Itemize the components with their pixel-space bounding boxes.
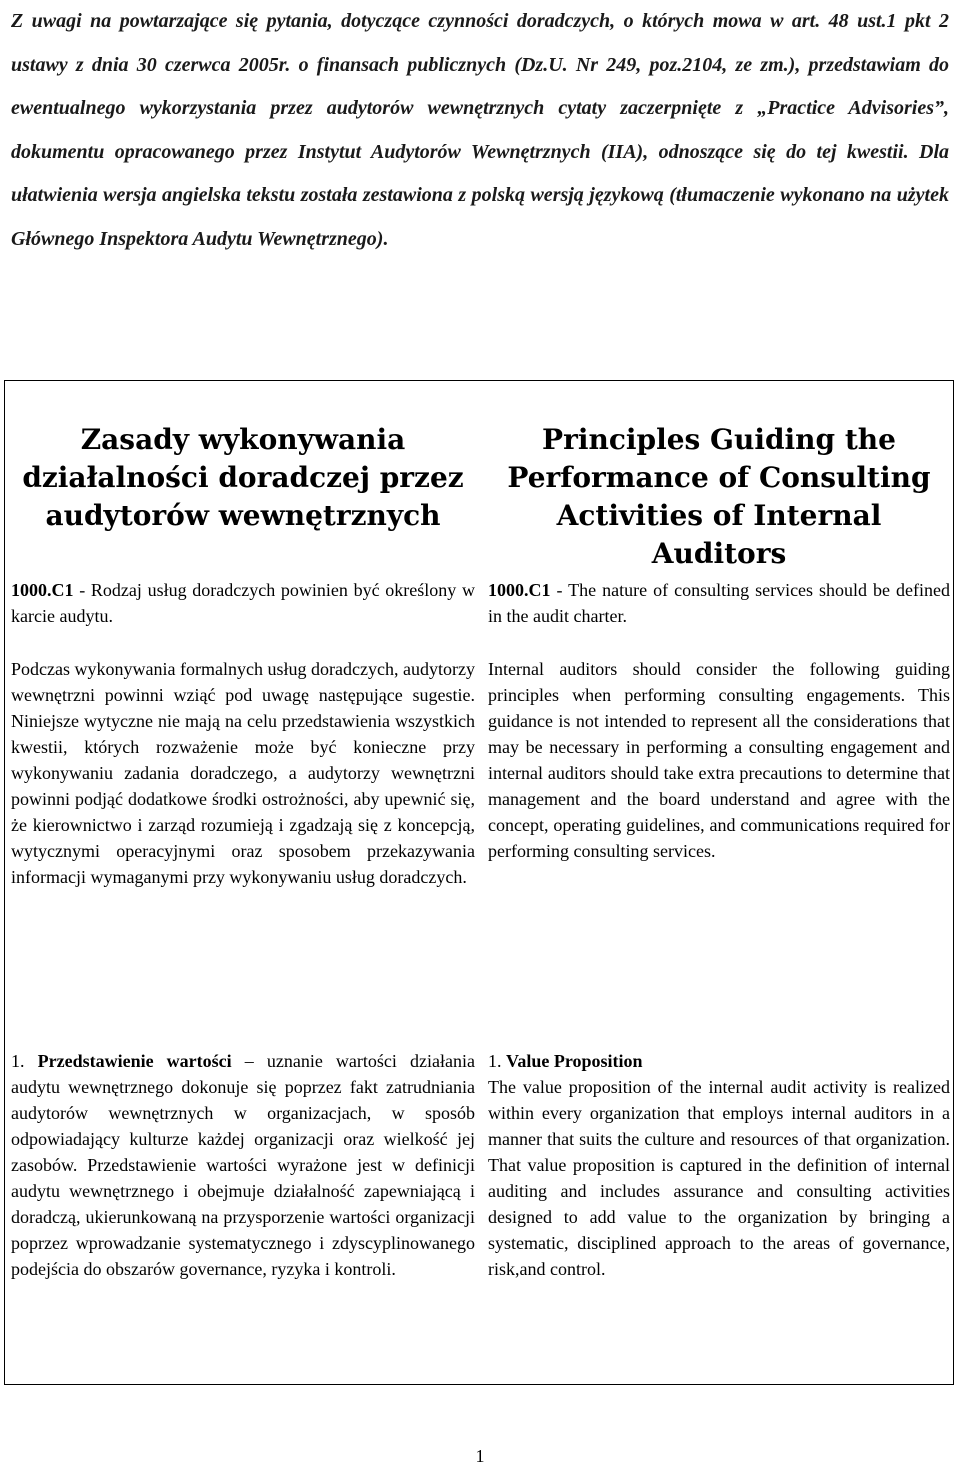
standard-label: 1000.C1	[11, 580, 74, 600]
intro-paragraph: Z uwagi na powtarzające się pytania, dotyczące czynności doradczych, o których mowa w art. 48 ust.1 pkt 2 ustawy z dnia 30 czerwca 2005r. o finansach publicznych (Dz.U. Nr 249, poz.2104, ze zm.), przedstawiam do ewentualnego wykorzystania przez audytorów wewnętrznych cytaty zaczerpnięte z „Practice Advisories”, dokumentu opracowanego przez Instytut Audytorów Wewnętrznych (IIA), odnoszące się do tej kwestii. Dla ułatwienia wersja angielska tekstu została zestawiona z polską wersją językową (tłumaczenie wykonano na użytek Głównego Inspektora Audytu Wewnętrznego).	[11, 10, 949, 250]
standard-text: - Rodzaj usług doradczych powinien być określony w karcie audytu.	[11, 580, 475, 626]
bilingual-table	[4, 380, 954, 1385]
english-standard-1000c1	[488, 577, 950, 629]
section-text: – uznanie wartości działania audytu wewnętrznego dokonuje się poprzez fakt zatrudniania audytorów wewnętrznych w organizacjach, w sposób odpowiadający kulturze każdej organizacji oraz wielkość jej zasobów. Przedstawienie wartości wyrażone jest w definicji audytu wewnętrznego i obejmuje działalność zapewniającą i doradczą, ukierunkowaną na przysporzenie wartości organizacji poprzez wprowadzanie systematycznego i zdyscyplinowanego podejścia do obszarów governance, ryzyka i kontroli.	[11, 1051, 475, 1279]
section-number: 1.	[11, 1051, 38, 1071]
section-title: Przedstawienie wartości	[37, 1051, 232, 1071]
polish-heading: Zasady wykonywania działalności doradczej przez audytorów wewnętrznych	[22, 423, 464, 532]
standard-label: 1000.C1	[488, 580, 551, 600]
english-heading: Principles Guiding the Performance of Consulting Activities of Internal Auditors	[507, 423, 931, 570]
section-number: 1.	[488, 1051, 506, 1071]
page-number: 1	[475, 1446, 485, 1466]
standard-text: - The nature of consulting services should be defined in the audit charter.	[488, 580, 950, 626]
section-text: The value proposition of the internal audit activity is realized within every organization that employs internal auditors in a manner that suits the culture and resources of that organization. That value proposition is captured in the definition of internal auditing and includes assurance and consulting activities designed to add value to the organization by bringing a systematic, disciplined approach to the areas of governance, risk,and control.	[488, 1077, 950, 1279]
polish-guidance-paragraph: Podczas wykonywania formalnych usług doradczych, audytorzy wewnętrzni powinni wziąć pod uwagę następujące sugestie. Niniejsze wytyczne nie mają na celu przedstawienia wszystkich kwestii, których rozważenie może być konieczne przy wykonywaniu zadania doradczego, a audytorzy wewnętrzni powinni podjąć dodatkowe środki ostrożności, aby upewnić się, że kierownictwo i zarząd rozumieją i zgadzają się z koncepcją, wytycznymi operacyjnymi oraz sposobem przekazywania informacji wymaganymi przy wykonywaniu usług doradczych.	[11, 659, 475, 887]
english-value-proposition	[488, 1048, 950, 1282]
section-title: Value Proposition	[506, 1051, 643, 1071]
polish-value-proposition	[11, 1048, 475, 1282]
english-guidance-paragraph: Internal auditors should consider the following guiding principles when performing consulting engagements. This guidance is not intended to represent all the considerations that may be necessary in performing a consulting engagement and internal auditors should take extra precautions to determine that management and the board understand and agree with the concept, operating guidelines, and communications required for performing consulting services.	[488, 659, 950, 861]
polish-standard-1000c1	[11, 577, 475, 629]
